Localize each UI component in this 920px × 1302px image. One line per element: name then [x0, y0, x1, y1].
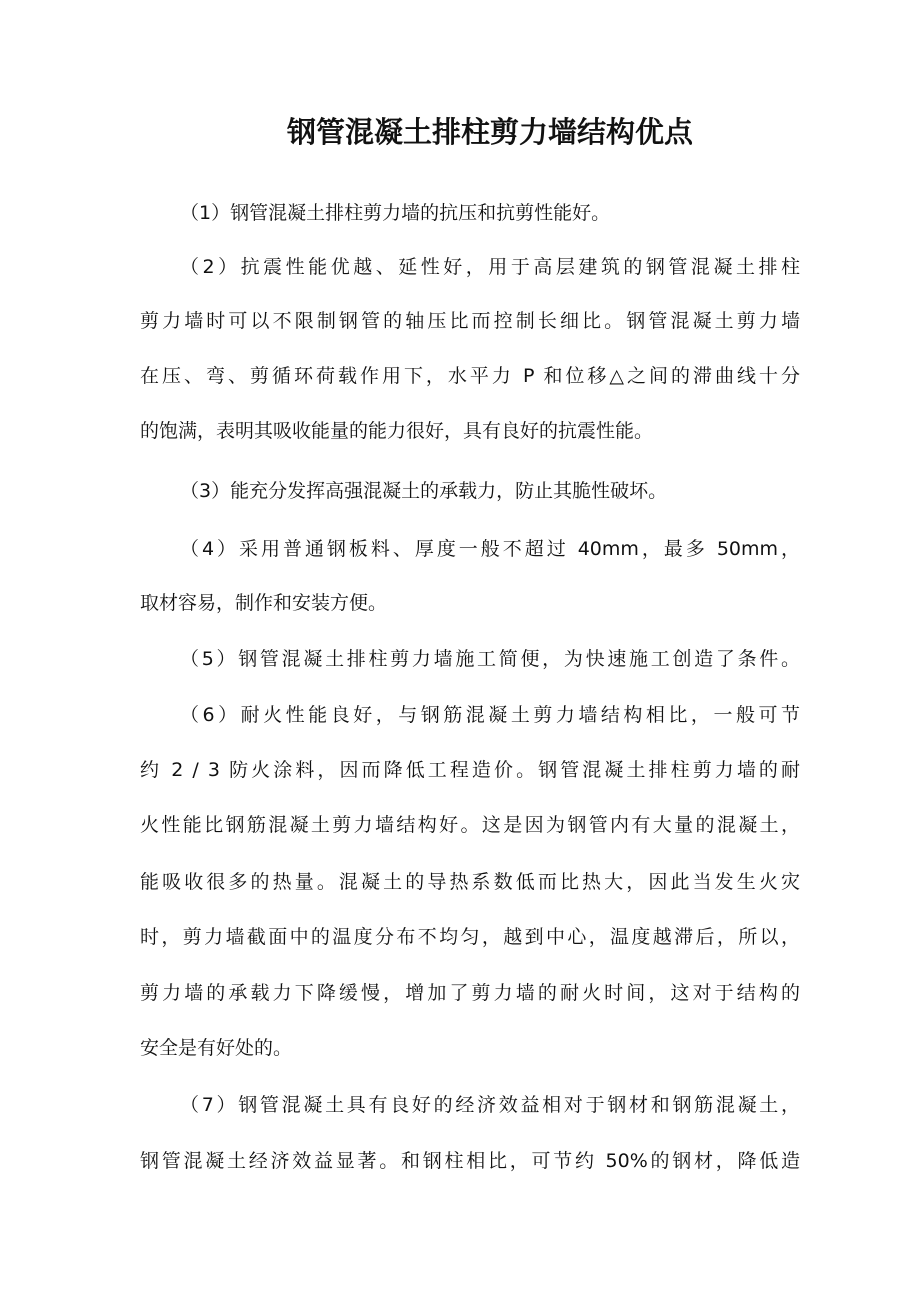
text-line: 火性能比钢筋混凝土剪力墙结构好。这是因为钢管内有大量的混凝土， — [140, 814, 800, 836]
text-line: （6）耐火性能良好，与钢筋混凝土剪力墙结构相比，一般可节 — [180, 704, 800, 726]
text-line: 剪力墙的承载力下降缓慢，增加了剪力墙的耐火时间，这对于结构的 — [140, 982, 800, 1004]
text-line: （4）采用普通钢板料、厚度一般不超过 40mm，最多 50mm， — [180, 538, 800, 560]
text-line: 时，剪力墙截面中的温度分布不均匀，越到中心，温度越滞后，所以， — [140, 926, 800, 948]
text-line: 安全是有好处的。 — [140, 1037, 293, 1059]
text-line: （3）能充分发挥高强混凝土的承载力，防止其脆性破坏。 — [180, 480, 668, 502]
text-line: 剪力墙时可以不限制钢管的轴压比而控制长细比。钢管混凝土剪力墙 — [140, 310, 800, 332]
text-line: （7）钢管混凝土具有良好的经济效益相对于钢材和钢筋混凝土， — [180, 1094, 800, 1116]
text-line: 约 2 / 3 防火涂料，因而降低工程造价。钢管混凝土排柱剪力墙的耐 — [140, 759, 800, 781]
text-line: （5）钢管混凝土排柱剪力墙施工简便，为快速施工创造了条件。 — [180, 648, 800, 670]
text-line: （1）钢管混凝土排柱剪力墙的抗压和抗剪性能好。 — [180, 202, 611, 224]
text-line: 能吸收很多的热量。混凝土的导热系数低而比热大，因此当发生火灾 — [140, 871, 800, 893]
text-line: （2）抗震性能优越、延性好，用于高层建筑的钢管混凝土排柱 — [180, 256, 800, 278]
text-line: 取材容易，制作和安装方便。 — [140, 592, 388, 614]
text-line: 的饱满，表明其吸收能量的能力很好，具有良好的抗震性能。 — [140, 420, 654, 442]
text-line: 钢管混凝土经济效益显著。和钢柱相比，可节约 50%的钢材，降低造 — [140, 1150, 800, 1172]
text-line: 在压、弯、剪循环荷载作用下，水平力 P 和位移△之间的滞曲线十分 — [140, 365, 800, 387]
document-title: 钢管混凝土排柱剪力墙结构优点 — [286, 115, 693, 149]
